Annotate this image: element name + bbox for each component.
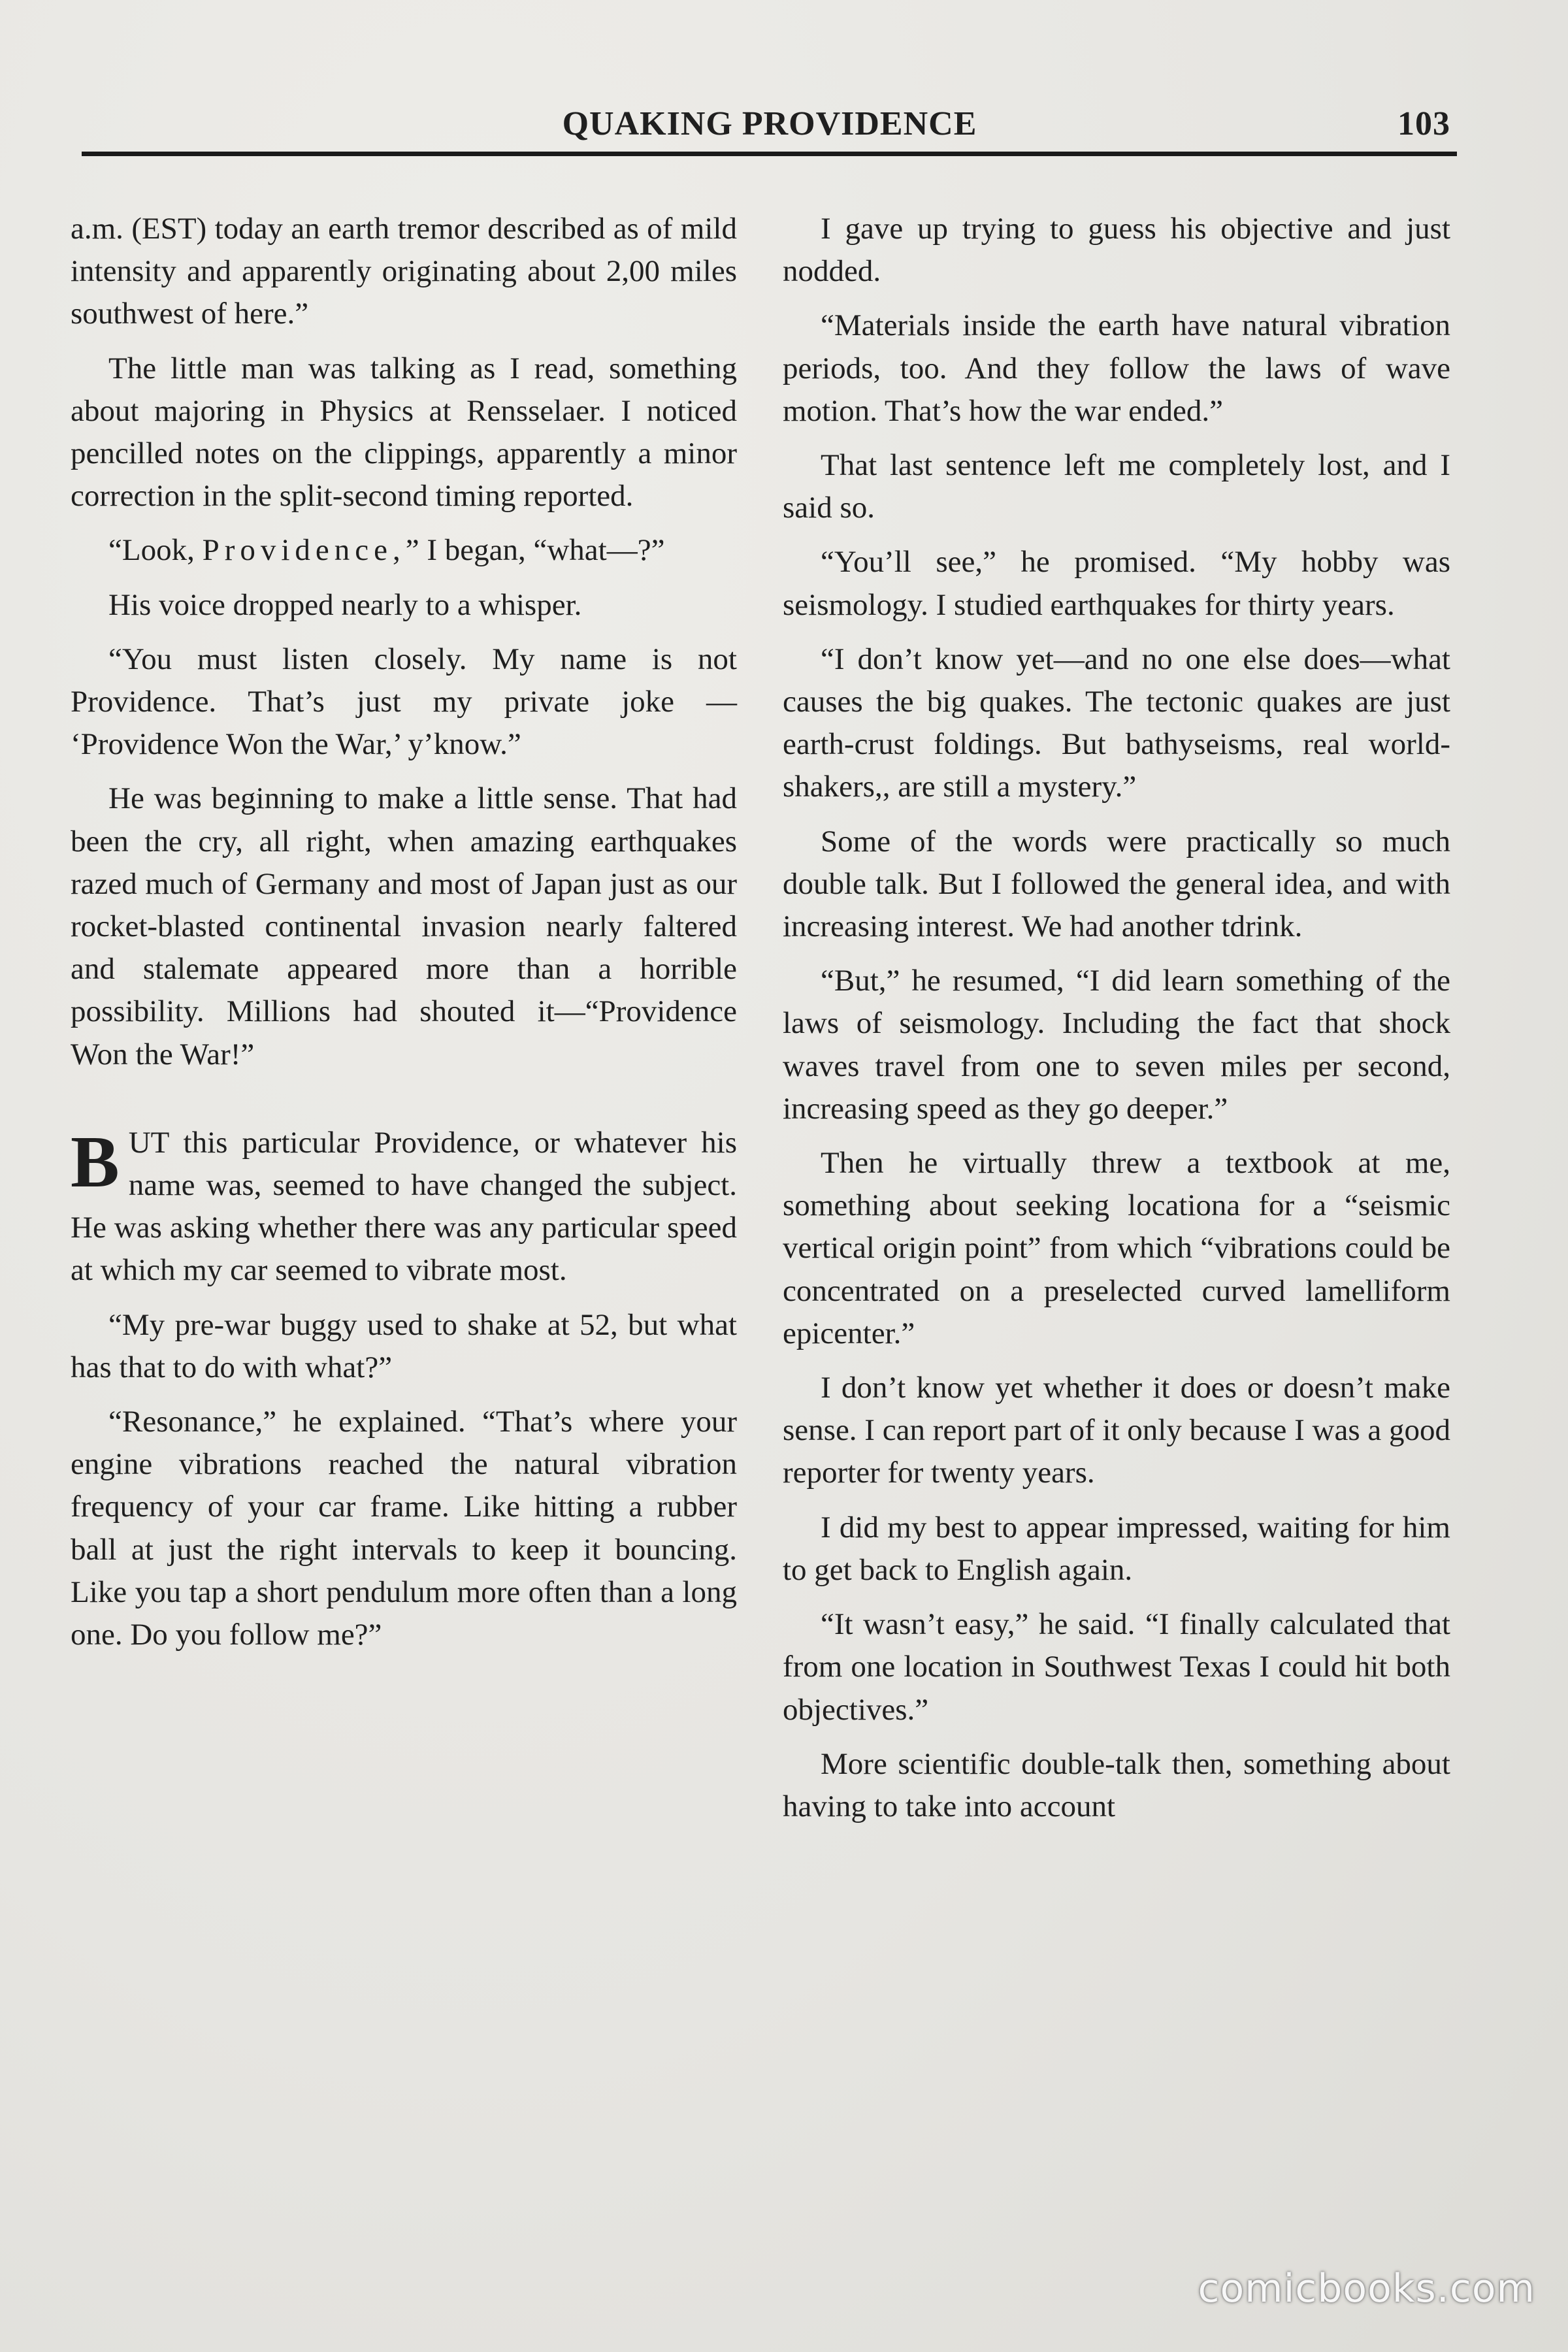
- text-span: “Look,: [108, 533, 195, 568]
- paragraph: He was beginning to make a little sense. That had been the cry, all right, when amazing earthquakes razed much of Germany and most of Japan just as our rocket-blasted continental invasion nearly faltered and stalemate appeared more than a horrible possibility. Millions had shouted it—“Providence Won the War!”: [71, 781, 737, 1071]
- paragraph: “You’ll see,” he promised. “My hobby was seismology. I studied earthquakes for thirty years.: [783, 545, 1450, 622]
- paragraph: a.m. (EST) today an earth tremor described as of mild intensity and apparently originating about 2,00 miles southwest of here.”: [71, 212, 737, 331]
- running-title: QUAKING PROVIDENCE: [562, 105, 977, 142]
- paragraph: That last sentence left me completely lost, and I said so.: [783, 448, 1450, 525]
- paragraph: “My pre-war buggy used to shake at 52, but what has that to do with what?”: [71, 1307, 737, 1384]
- paragraph: [71, 529, 737, 572]
- right-column: [783, 208, 1450, 1840]
- page-number: 103: [1397, 105, 1450, 142]
- paragraph-dropcap: [71, 1122, 737, 1292]
- paragraph: “I don’t know yet—and no one else does—what causes the big quakes. The tectonic quakes are just earth-crust foldings. But bathyseisms, real world-shakers,, are still a mystery.”: [783, 642, 1450, 804]
- paragraph: Then he virtually threw a textbook at me, something about seeking locationa for a “seismic vertical origin point” from which “vibrations could be concentrated on a preselected curved lamelliform epicenter.”: [783, 1146, 1450, 1350]
- paragraph: I did my best to appear impressed, waiting for him to get back to English again.: [783, 1510, 1450, 1587]
- running-header: [84, 105, 1456, 150]
- paragraph: “Materials inside the earth have natural vibration periods, too. And they follow the laws of wave motion. That’s how the war ended.”: [783, 308, 1450, 428]
- text-span: UT this particular Providence, or whatever his name was, seemed to have changed the subject. He was asking whether there was any particular speed at which my car seemed to vibrate most.: [71, 1125, 737, 1288]
- text-span: ” I began, “what—?”: [405, 533, 665, 568]
- paragraph: His voice dropped nearly to a whisper.: [108, 587, 582, 622]
- paragraph: “You must listen closely. My name is not Providence. That’s just my private joke — ‘Providence Won the War,’ y’know.”: [71, 642, 737, 762]
- paragraph: “It wasn’t easy,” he said. “I finally calculated that from one location in Southwest Texas I could hit both objectives.”: [783, 1607, 1450, 1727]
- drop-cap: B: [71, 1121, 120, 1203]
- spaced-name: Providence,: [202, 533, 406, 568]
- paragraph: Some of the words were practically so much double talk. But I followed the general idea, and with increasing interest. We had another tdrink.: [783, 824, 1450, 944]
- paragraph: The little man was talking as I read, something about majoring in Physics at Rensselaer. I noticed pencilled notes on the clippings, apparently a minor correction in the split-second timing reported.: [71, 351, 737, 514]
- paragraph: “Resonance,” he explained. “That’s where your engine vibrations reached the natural vibration frequency of your car frame. Like hitting a rubber ball at just the right intervals to keep it bouncing. Like you tap a short pendulum more often than a long one. Do you follow me?”: [71, 1405, 737, 1652]
- paragraph: “But,” he resumed, “I did learn something of the laws of seismology. Including the fact that shock waves travel from one to seven miles per second, increasing speed as they go deeper.”: [783, 964, 1450, 1126]
- paragraph: I gave up trying to guess his objective and just nodded.: [783, 212, 1450, 289]
- site-watermark: comicbooks.com: [1198, 2266, 1535, 2311]
- header-rule: [82, 152, 1457, 156]
- paragraph: More scientific double-talk then, something about having to take into account: [783, 1746, 1450, 1823]
- left-column: [71, 208, 737, 1668]
- paragraph: I don’t know yet whether it does or doesn’t make sense. I can report part of it only because I was a good reporter for twenty years.: [783, 1371, 1450, 1490]
